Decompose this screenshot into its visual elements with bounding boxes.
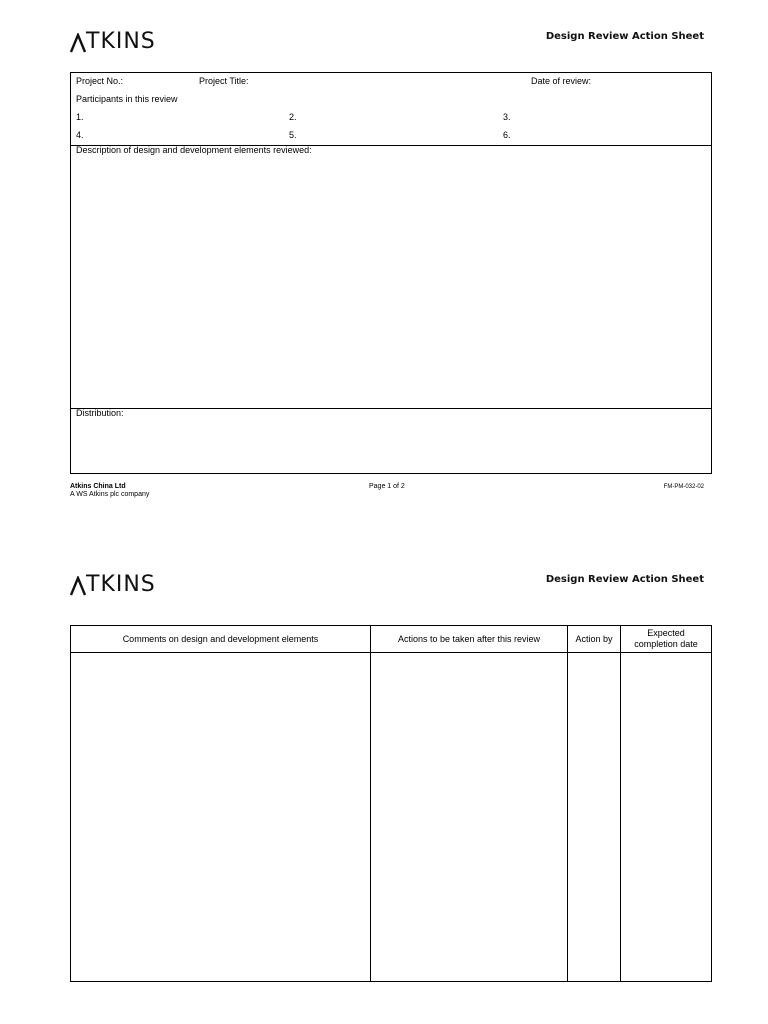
participant-1: 1. [76, 112, 84, 122]
date-of-review-label: Date of review: [531, 76, 592, 86]
participant-5: 5. [289, 130, 297, 140]
comments-table-frame [70, 625, 712, 982]
column-divider [370, 625, 371, 982]
column-header-action-by: Action by [575, 633, 613, 644]
column-header-actions: Actions to be taken after this review [397, 633, 541, 644]
footer-form-code: FM-PM-032-02 [663, 484, 704, 490]
distribution-label: Distribution: [76, 408, 124, 418]
atkins-logo: TKINS [86, 572, 156, 597]
footer-company: Atkins China Ltd [70, 483, 126, 490]
atkins-logo: TKINS [86, 29, 156, 54]
review-form-frame [70, 72, 712, 474]
column-divider [620, 625, 621, 982]
participant-3: 3. [503, 112, 511, 122]
table-header-divider [70, 652, 712, 653]
column-divider [567, 625, 568, 982]
sheet-title: Design Review Action Sheet [545, 574, 704, 585]
participant-2: 2. [289, 112, 297, 122]
project-title-label: Project Title: [199, 76, 249, 86]
atkins-logo-icon [70, 33, 86, 53]
footer-page-number: Page 1 of 2 [369, 483, 405, 490]
divider [70, 408, 712, 409]
description-label: Description of design and development elements reviewed: [76, 145, 312, 155]
project-no-label: Project No.: [76, 76, 124, 86]
footer-subtitle: A WS Atkins plc company [70, 491, 150, 498]
column-header-completion-date: Expected completion date [634, 628, 698, 649]
participants-label: Participants in this review [76, 94, 178, 104]
sheet-title: Design Review Action Sheet [545, 31, 704, 42]
participant-4: 4. [76, 130, 84, 140]
column-header-comments: Comments on design and development elements [122, 633, 319, 644]
atkins-logo-icon [70, 576, 86, 596]
participant-6: 6. [503, 130, 511, 140]
